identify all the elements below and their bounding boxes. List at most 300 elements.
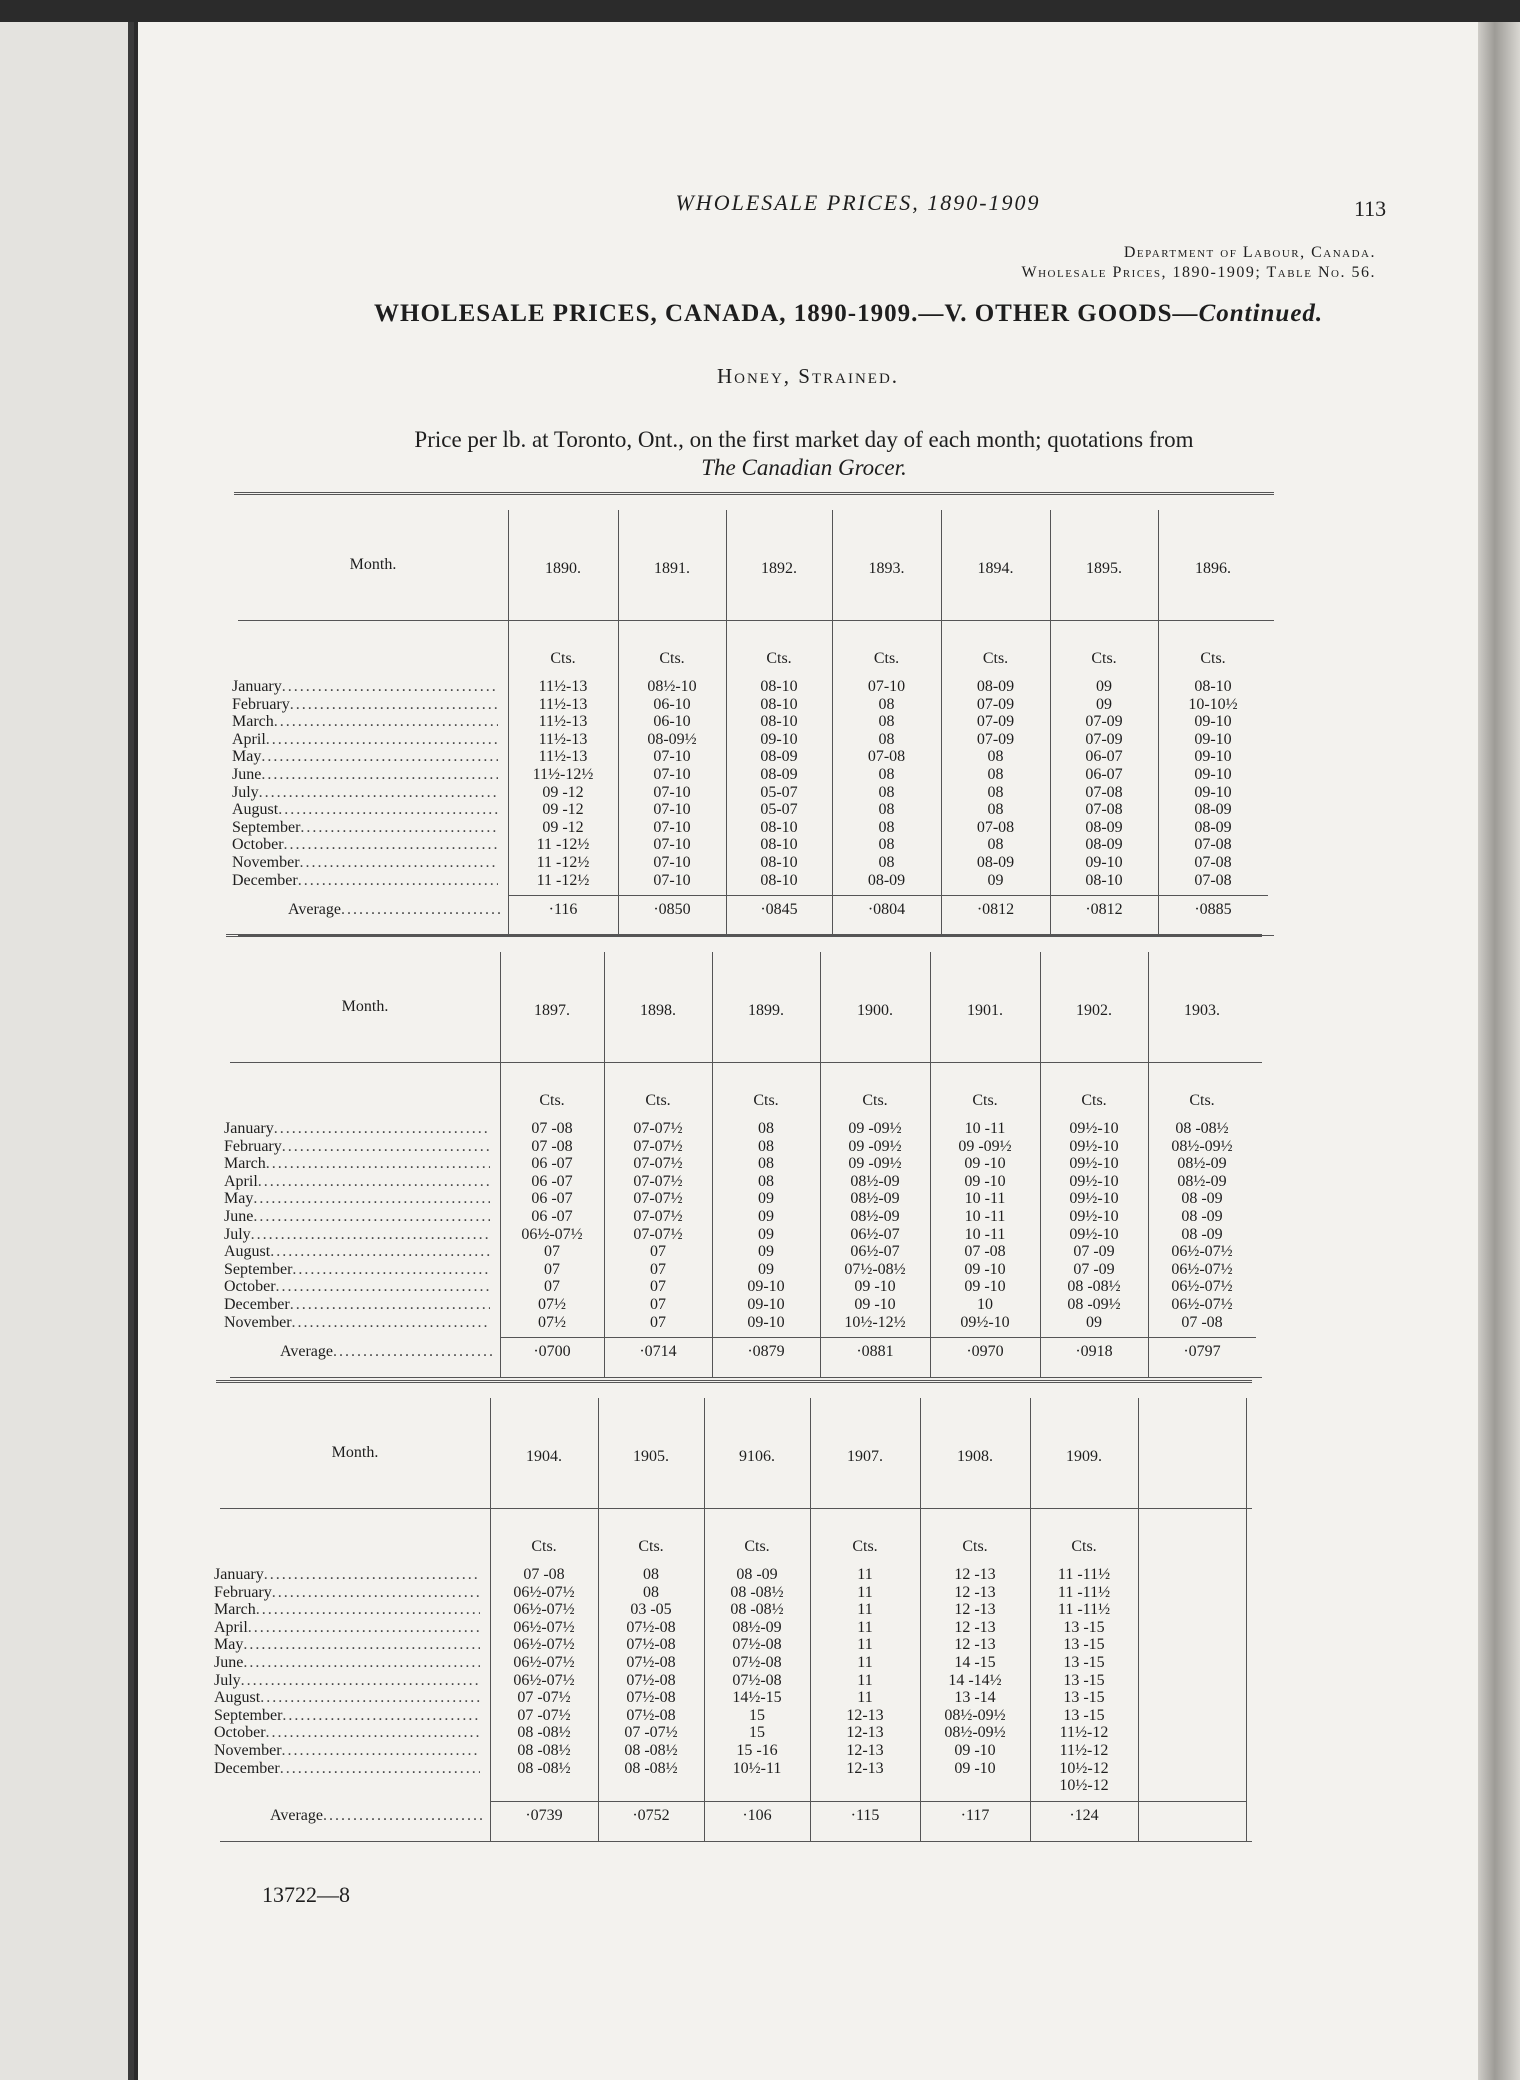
year-values (941, 678, 1050, 889)
price-cell: 06-07 (1085, 765, 1123, 783)
price-cell: 11 (857, 1601, 873, 1619)
month-label: September ..... (232, 819, 498, 837)
price-cell: 07 (650, 1313, 666, 1331)
price-cell: 06½-07½ (521, 1225, 583, 1243)
price-cell: 08-10 (760, 678, 798, 695)
price-cell: 08 (878, 836, 895, 854)
price-cell: 13 -15 (1063, 1636, 1105, 1654)
main-title (374, 300, 1323, 328)
year-header: 1890. (545, 560, 581, 577)
price-cell: 08 -08½ (1067, 1278, 1121, 1296)
month-label: July ..... (232, 784, 498, 802)
price-cell: 07-09 (976, 695, 1015, 713)
year-header: 1898. (640, 1002, 676, 1019)
month-labels (232, 678, 498, 889)
year-values (1050, 678, 1158, 889)
price-cell: 11½-13 (538, 713, 588, 731)
price-cell: 08 (758, 1155, 774, 1173)
price-cell: 07 -09 (1073, 1243, 1115, 1261)
month-column-header: Month. (331, 1444, 379, 1461)
header-rule (220, 1508, 1252, 1509)
price-cell: 08 -08½ (517, 1759, 571, 1777)
page-number: 113 (1354, 196, 1387, 221)
average-value: ·116 (548, 901, 578, 919)
price-cell: 10 -11 (964, 1207, 1006, 1225)
price-cell: 08 -08½ (517, 1741, 571, 1759)
price-cell: 08-10 (760, 871, 798, 889)
price-cell: 15 (749, 1706, 765, 1724)
price-cell: 07-07½ (633, 1137, 683, 1155)
price-cell: 08-09 (1085, 818, 1123, 836)
unit-label: Cts. (1081, 1092, 1107, 1109)
year-values (726, 678, 832, 889)
price-cell: 11 (857, 1636, 873, 1654)
price-cell: 08 -08½ (730, 1583, 784, 1601)
price-cell: 06½-07½ (1171, 1260, 1233, 1278)
price-cell: 08½-09 (850, 1190, 900, 1208)
price-cell: 11 -11½ (1057, 1601, 1111, 1619)
table-description (234, 426, 1374, 482)
year-values (490, 1566, 598, 1777)
month-label: July ..... (224, 1226, 490, 1244)
price-cell: 08-10 (760, 713, 798, 731)
price-cell: 09-10 (1194, 713, 1232, 731)
price-cell: 07 (650, 1260, 666, 1278)
unit-label: Cts. (550, 650, 576, 667)
price-cell: 11½-12 (1059, 1724, 1109, 1742)
month-label: January ..... (232, 678, 498, 696)
price-cell: 08-09 (1194, 801, 1232, 819)
price-cell: 09½-10 (1069, 1137, 1119, 1155)
price-cell: 08 (987, 783, 1004, 801)
month-labels (214, 1566, 480, 1777)
year-values (1148, 1120, 1256, 1331)
price-cell: 06½-07½ (1171, 1243, 1233, 1261)
unit-label: Cts. (645, 1092, 671, 1109)
price-cell: 07½-08 (732, 1636, 782, 1654)
description-source: The Canadian Grocer. (701, 455, 907, 480)
price-cell: 09 -10 (964, 1278, 1006, 1296)
price-cell: 07½-08 (732, 1653, 782, 1671)
price-cell: 09 -09½ (848, 1155, 902, 1173)
average-value: ·0879 (747, 1343, 785, 1361)
price-cell: 07-07½ (633, 1225, 683, 1243)
month-label: January ..... (224, 1120, 490, 1138)
price-cell: 07 (544, 1243, 560, 1261)
month-label: September ..... (224, 1261, 490, 1279)
price-cell: 09 (758, 1190, 774, 1208)
price-cell: 05-07 (760, 783, 798, 801)
price-cell: 08 (878, 853, 895, 871)
month-label: April ..... (224, 1173, 490, 1191)
price-cell: 09 (1086, 1313, 1102, 1331)
table-reference-line: Wholesale Prices, 1890-1909; Table No. 56. (1021, 264, 1376, 281)
price-cell: 06½-07½ (513, 1618, 575, 1636)
average-value: ·0700 (533, 1343, 571, 1361)
year-values (930, 1120, 1040, 1331)
price-cell: 08 (878, 695, 895, 713)
year-values (500, 1120, 604, 1331)
price-cell: 07-10 (653, 853, 691, 871)
price-cell: 07½-08 (626, 1689, 676, 1707)
price-cell: 07½ (538, 1295, 566, 1313)
price-cell: 11 -12½ (536, 836, 590, 854)
price-cell: 09 (987, 871, 1004, 889)
price-cell: 07-08 (1194, 853, 1232, 871)
price-cell: 08 -08½ (624, 1759, 678, 1777)
price-cell: 08 (987, 748, 1004, 766)
price-cell: 09-10 (1194, 748, 1232, 766)
price-cell: 08 (758, 1172, 774, 1190)
column-divider (1138, 1398, 1139, 1841)
month-label: February ..... (232, 696, 498, 714)
price-cell: 06-10 (653, 695, 691, 713)
price-cell: 08-09½ (647, 730, 697, 748)
month-label: May ..... (232, 748, 498, 766)
price-cell: 07½-08 (626, 1671, 676, 1689)
price-cell: 08-09 (867, 871, 906, 889)
price-cell: 09 (758, 1243, 774, 1261)
average-rule (500, 1337, 1256, 1338)
price-cell: 10½-12 (1059, 1759, 1109, 1777)
month-label: March ..... (224, 1155, 490, 1173)
header-rule (230, 1062, 1262, 1063)
month-label: May ..... (214, 1636, 480, 1654)
unit-label: Cts. (753, 1092, 779, 1109)
price-cell: 07-08 (976, 818, 1015, 836)
price-cell: 09½-10 (1069, 1155, 1119, 1173)
price-cell: 09-10 (1194, 783, 1232, 801)
price-cell: 09-10 (1085, 853, 1123, 871)
price-cell: 08-09 (1085, 836, 1123, 854)
unit-label: Cts. (766, 650, 792, 667)
price-cell: 13 -15 (1063, 1689, 1105, 1707)
price-cell: 12-13 (846, 1759, 884, 1777)
price-cell: 08½-09 (850, 1172, 900, 1190)
price-cell: 08-09 (760, 765, 798, 783)
price-cell: 08 (987, 836, 1004, 854)
price-cell: 11½-13 (538, 748, 588, 766)
price-cell: 08 -08½ (730, 1601, 784, 1619)
year-header: 1901. (967, 1002, 1003, 1019)
price-cell: 07-10 (653, 836, 691, 854)
price-cell: 07-09 (976, 730, 1015, 748)
price-cell: 09 -12 (542, 801, 584, 819)
year-header: 1894. (977, 560, 1014, 577)
price-cell: 09-10 (1194, 765, 1232, 783)
price-cell: 07 (544, 1278, 560, 1296)
price-cell: 07 -07½ (517, 1689, 571, 1707)
price-cell: 07-09 (1085, 730, 1123, 748)
price-cell: 06½-07½ (513, 1653, 575, 1671)
price-cell: 11½-12½ (532, 765, 594, 783)
price-cell: 09 (758, 1225, 774, 1243)
price-cell: 07-10 (867, 678, 906, 695)
price-cell: 08-09 (1194, 818, 1232, 836)
month-label: October ..... (224, 1278, 490, 1296)
average-rule (508, 895, 1268, 896)
year-values (1030, 1566, 1138, 1795)
price-cell: 13 -15 (1063, 1618, 1105, 1636)
table-top-rule (216, 1380, 1252, 1383)
price-cell: 11½-12 (1059, 1741, 1109, 1759)
month-label: July ..... (214, 1672, 480, 1690)
price-cell: 08½-09½ (944, 1706, 1006, 1724)
facing-page-edge (0, 22, 134, 2080)
price-cell: 12-13 (846, 1724, 884, 1742)
price-cell: 14 -14½ (948, 1671, 1002, 1689)
price-cell: 07½-08 (626, 1636, 676, 1654)
price-cell: 05-07 (760, 801, 798, 819)
price-cell: 11½-13 (538, 678, 588, 695)
price-cell: 09 (1096, 695, 1112, 713)
price-cell: 09 -10 (854, 1278, 896, 1296)
price-cell: 07½ (538, 1313, 566, 1331)
price-cell: 07 -08 (1181, 1313, 1223, 1331)
average-value: ·0739 (525, 1806, 563, 1824)
table-top-rule (234, 492, 1274, 495)
unit-label: Cts. (539, 1092, 565, 1109)
month-label: January ..... (214, 1566, 480, 1584)
unit-label: Cts. (862, 1092, 888, 1109)
price-cell: 12-13 (846, 1706, 884, 1724)
price-cell: 09 (758, 1207, 774, 1225)
average-value: ·106 (742, 1806, 772, 1824)
price-cell: 10 -11 (964, 1120, 1006, 1137)
price-cell: 08 -09½ (1067, 1295, 1121, 1313)
header-rule (238, 620, 1274, 621)
price-cell: 07½-08 (732, 1671, 782, 1689)
month-labels (224, 1120, 490, 1331)
price-cell: 07-10 (653, 783, 691, 801)
price-cell: 08 (878, 801, 895, 819)
year-header: 1902. (1076, 1002, 1112, 1019)
month-label: December ..... (214, 1760, 480, 1778)
unit-label: Cts. (1091, 650, 1117, 667)
price-cell: 07-09 (976, 713, 1015, 731)
price-cell: 13 -15 (1063, 1706, 1105, 1724)
price-cell: 12-13 (846, 1741, 884, 1759)
price-cell: 15 (749, 1724, 765, 1742)
price-cell: 08-09 (760, 748, 798, 766)
price-cell: 07-08 (1194, 836, 1232, 854)
price-cell: 10½-12½ (844, 1313, 906, 1331)
price-cell: 08½-09½ (1171, 1137, 1233, 1155)
price-cell: 11 -11½ (1057, 1566, 1111, 1583)
month-label: February ..... (224, 1138, 490, 1156)
price-cell: 06-10 (653, 713, 691, 731)
main-title-continued: —Continued. (1172, 300, 1324, 327)
price-cell: 07-10 (653, 765, 691, 783)
book-edge (1478, 22, 1520, 2080)
average-value: ·0845 (760, 901, 798, 919)
price-cell: 11½-13 (538, 730, 588, 748)
month-label: March ..... (214, 1601, 480, 1619)
price-cell: 07-10 (653, 818, 691, 836)
price-cell: 09-10 (747, 1313, 785, 1331)
month-label: June ..... (224, 1208, 490, 1226)
price-cell: 08½-09 (850, 1207, 900, 1225)
year-header: 1895. (1086, 560, 1122, 577)
price-cell: 08 -08½ (517, 1724, 571, 1742)
year-header: 1905. (633, 1448, 669, 1465)
price-cell: 07-10 (653, 748, 691, 766)
price-cell: 06½-07½ (513, 1583, 575, 1601)
price-cell: 08 (878, 765, 895, 783)
price-cell: 08 -09 (1181, 1190, 1223, 1208)
price-cell: 06 -07 (531, 1155, 573, 1173)
price-cell: 08 -09 (1181, 1225, 1223, 1243)
running-head: WHOLESALE PRICES, 1890-1909 (675, 190, 1041, 215)
price-cell: 07 -08 (964, 1243, 1006, 1261)
table-bottom-rule (230, 1377, 1262, 1378)
average-value: ·115 (850, 1806, 880, 1824)
price-cell: 08½-09 (1177, 1155, 1227, 1173)
average-value: ·0812 (976, 901, 1015, 919)
price-cell: 09-10 (760, 730, 798, 748)
price-cell: 12 -13 (954, 1636, 996, 1654)
price-cell: 08 (643, 1583, 659, 1601)
price-cell: 13 -14 (954, 1689, 996, 1707)
year-header: 1900. (857, 1002, 893, 1019)
price-cell: 06 -07 (531, 1207, 573, 1225)
price-cell: 06½-07½ (1171, 1295, 1233, 1313)
unit-label: Cts. (1200, 650, 1226, 667)
price-cell: 09½-10 (1069, 1120, 1119, 1137)
price-cell: 06½-07½ (513, 1636, 575, 1654)
price-cell: 08-10 (1085, 871, 1123, 889)
price-cell: 08½-10 (647, 678, 697, 695)
price-cell: 09 -10 (854, 1295, 896, 1313)
month-label: October ..... (232, 836, 498, 854)
description-text: Price per lb. at Toronto, Ont., on the first market day of each month; quotations from (414, 427, 1194, 452)
average-value: ·0804 (867, 901, 906, 919)
price-cell: 09½-10 (1069, 1172, 1119, 1190)
year-header: 9106. (739, 1448, 775, 1465)
price-cell: 07 -08 (531, 1120, 573, 1137)
price-cell: 03 -05 (630, 1601, 672, 1619)
month-label: December ..... (224, 1296, 490, 1314)
month-label: November ..... (214, 1742, 480, 1760)
unit-label: Cts. (982, 650, 1009, 667)
unit-label: Cts. (962, 1538, 988, 1555)
month-label: June ..... (214, 1654, 480, 1672)
price-cell: 08 (987, 801, 1004, 819)
year-values (1158, 678, 1268, 889)
price-cell: 09 -10 (954, 1759, 996, 1777)
price-cell: 09-10 (747, 1295, 785, 1313)
price-cell: 07 (650, 1243, 666, 1261)
price-cell: 07-07½ (633, 1207, 683, 1225)
price-cell: 07 -08 (531, 1137, 573, 1155)
price-cell: 11 (857, 1583, 873, 1601)
price-cell: 07½-08 (626, 1618, 676, 1636)
price-cell: 09 (758, 1260, 774, 1278)
month-label: April ..... (232, 731, 498, 749)
price-cell: 11½-13 (538, 695, 588, 713)
month-label: May ..... (224, 1190, 490, 1208)
price-cell: 11 (857, 1566, 873, 1583)
year-header: 1903. (1184, 1002, 1220, 1019)
average-value: ·0850 (653, 901, 691, 919)
year-header: 1892. (761, 560, 797, 577)
document-page (138, 22, 1478, 2080)
price-cell: 07 -07½ (517, 1706, 571, 1724)
year-header: 1896. (1195, 560, 1231, 577)
price-cell: 10-10½ (1188, 695, 1238, 713)
unit-label: Cts. (852, 1538, 878, 1555)
price-cell: 13 -15 (1063, 1653, 1105, 1671)
price-cell: 06-07 (1085, 748, 1123, 766)
price-cell: 09½-10 (960, 1313, 1010, 1331)
year-values (1040, 1120, 1148, 1331)
price-cell: 09 -10 (964, 1260, 1006, 1278)
table-bottom-rule (220, 1841, 1252, 1842)
average-value: ·0752 (632, 1806, 670, 1824)
price-cell: 12 -13 (954, 1601, 996, 1619)
price-cell: 06 -07 (531, 1172, 573, 1190)
month-label: August ..... (232, 801, 498, 819)
price-cell: 08½-09 (732, 1618, 782, 1636)
price-cell: 09-10 (1194, 730, 1232, 748)
price-cell: 07-07½ (633, 1190, 683, 1208)
price-cell: 06½-07 (850, 1225, 900, 1243)
year-values (810, 1566, 920, 1777)
year-header: 1893. (868, 560, 905, 577)
year-header: 1907. (847, 1448, 883, 1465)
price-cell: 09 -12 (542, 783, 584, 801)
footer-print-number: 13722—8 (262, 1882, 350, 1907)
price-cell: 09 -09½ (848, 1120, 902, 1137)
price-cell: 06½-07½ (513, 1671, 575, 1689)
price-cell: 08-09 (976, 678, 1015, 695)
price-cell: 09½-10 (1069, 1190, 1119, 1208)
year-values (832, 678, 941, 889)
table-top-rule (226, 934, 1262, 937)
average-label: Average ..... (280, 1343, 494, 1361)
price-cell: 09 -10 (964, 1172, 1006, 1190)
price-cell: 10 -11 (964, 1225, 1006, 1243)
average-value: ·0714 (639, 1343, 677, 1361)
price-cell: 07½-08 (626, 1653, 676, 1671)
average-value: ·0797 (1183, 1343, 1221, 1361)
price-cell: 06½-07½ (1171, 1278, 1233, 1296)
year-values (704, 1566, 810, 1777)
price-cell: 09 -10 (964, 1155, 1006, 1173)
column-divider (1246, 1398, 1247, 1841)
year-header: 1908. (957, 1448, 993, 1465)
price-cell: 07½-08 (626, 1706, 676, 1724)
average-value: ·117 (960, 1806, 990, 1824)
price-cell: 07-10 (653, 871, 691, 889)
price-cell: 08 (878, 783, 895, 801)
price-cell: 09½-10 (1069, 1225, 1119, 1243)
price-cell: 06½-07 (850, 1243, 900, 1261)
price-cell: 08 (878, 818, 895, 836)
price-cell: 07-08 (1085, 783, 1123, 801)
month-label: November ..... (232, 854, 498, 872)
price-cell: 07-10 (653, 801, 691, 819)
price-cell: 13 -15 (1063, 1671, 1105, 1689)
price-cell: 08-09 (976, 853, 1015, 871)
price-cell: 09 -10 (954, 1741, 996, 1759)
month-column-header: Month. (341, 998, 389, 1015)
price-cell: 08 -08½ (1175, 1120, 1229, 1137)
year-header: 1909. (1066, 1448, 1102, 1465)
main-title-text: WHOLESALE PRICES, CANADA, 1890-1909.—V. OTHER GOODS (374, 300, 1173, 327)
price-cell: 07 (650, 1295, 666, 1313)
price-cell: 14 -15 (954, 1653, 996, 1671)
